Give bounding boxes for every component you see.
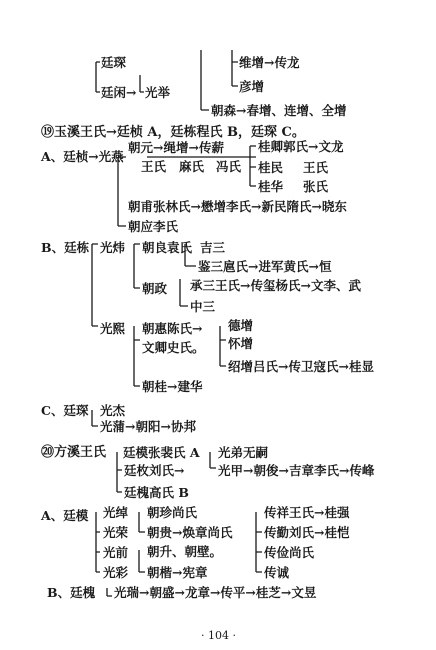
s19c-guangpu: 光蒲→朝阳→协邦 — [100, 419, 196, 434]
s20b-guangrui: 光瑞→朝盛→龙章→传平→桂芝→文昱 — [114, 585, 317, 600]
s20a-chuanjian: 传俭尚氏 — [264, 545, 315, 560]
top-tingchen: 廷琛 — [101, 55, 127, 70]
s19b-jisan: 吉三 — [200, 240, 226, 255]
s19b-chaoliang: 朝良袁氏 — [142, 240, 193, 255]
s20a-chaosheng: 朝升、朝壁。 — [147, 544, 223, 559]
s19a-chaofu: 朝甫张林氏→懋增李氏→新民隋氏→晓东 — [128, 199, 347, 214]
s20-guangjia: 光甲→朝俊→吉章李氏→传峰 — [218, 463, 375, 478]
s20a-guangrong: 光荣 — [103, 525, 129, 540]
s19b-wenqing: 文卿史氏。 — [142, 340, 205, 355]
s20a-chaokai: 朝楷→宪章 — [147, 565, 208, 580]
page-number: · 104 · — [201, 629, 236, 642]
top-guangju: 光举 — [145, 85, 171, 100]
section-19-heading: ⑲玉溪王氏→廷桢 A，廷栋程氏 B，廷琛 C。 — [41, 125, 305, 140]
bracket-top-right — [201, 50, 209, 110]
s20a-chuanxiang: 传祥王氏→桂强 — [264, 505, 350, 520]
s20b-tinghuai: B、廷槐 — [47, 585, 96, 600]
bracket-20-main — [117, 452, 122, 492]
s19b-chengsan: 承三王氏→传玺杨氏→文李、武 — [190, 278, 361, 293]
s19a-guimin: 桂民 — [258, 160, 284, 175]
s19b-huaizeng: 怀增 — [228, 336, 254, 351]
top-chaosen: 朝森→春增、连增、全增 — [211, 103, 347, 118]
bracket-19c — [92, 410, 98, 426]
s19b-chaozheng: 朝政 — [142, 281, 168, 296]
s20-tingmo: 廷模张裴氏 A — [123, 445, 200, 460]
s19b-guangwei: 光炜 — [100, 240, 126, 255]
s20a-guangcai: 光彩 — [103, 565, 129, 580]
s19a-guihua: 桂华 — [258, 179, 284, 194]
bracket-top-guangju — [140, 75, 144, 92]
s20a-tingmo: A、廷模 — [41, 508, 89, 523]
s20a-guangqian: 光前 — [103, 545, 129, 560]
s20a-chuancheng: 传诚 — [264, 565, 290, 580]
s19b-zhongsan: 中三 — [190, 299, 216, 314]
s19a-chaoying: 朝应李氏 — [128, 219, 179, 234]
bracket-20a-chaozhen — [139, 512, 145, 532]
s19b-guangxi: 光熙 — [100, 321, 126, 336]
bracket-19b-chaozheng — [180, 279, 188, 306]
s19a-guiqing: 桂卿郭氏→文龙 — [258, 139, 344, 154]
s19a-feng: 冯氏 — [216, 159, 242, 174]
bracket-19a-main — [118, 157, 126, 226]
s20a-chuanqin: 传勤刘氏→桂恺 — [264, 525, 350, 540]
bracket-20a-main — [96, 512, 100, 572]
s19a-tingzhen: A、廷桢→光燕 — [41, 149, 124, 164]
top-yanzeng: 彦增 — [239, 79, 265, 94]
bracket-19b-guangxi — [134, 326, 140, 386]
s19c-tingchen: C、廷琛 — [41, 403, 89, 418]
section-20-heading: ⑳方溪王氏 — [41, 445, 107, 460]
s19b-chaogui: 朝桂→建华 — [142, 379, 203, 394]
s19c-guangjie: 光杰 — [100, 403, 126, 418]
s19b-jiansan: 鉴三扈氏→进军黄氏→恒 — [198, 259, 332, 274]
bracket-20-guangdi — [210, 452, 216, 468]
s19a-wang: 王氏 — [141, 159, 167, 174]
s20a-chaogui: 朝贵→焕章尚氏 — [147, 525, 233, 540]
s19a-chaoyuan: 朝元→绳增→传薪 — [128, 140, 224, 155]
top-tingxian: 廷闲→ — [101, 85, 137, 100]
top-weizeng: 维增→传龙 — [239, 55, 300, 70]
s19a-ma: 麻氏 — [179, 159, 205, 174]
bracket-top-left — [96, 62, 100, 92]
s19b-tingdong: B、廷栋 — [41, 240, 90, 255]
s19a-guihua-wife: 张氏 — [303, 179, 329, 194]
bracket-19b-chaohui — [220, 326, 226, 366]
s19b-chaohui: 朝惠陈氏→ — [142, 321, 203, 336]
s19b-shaozeng: 绍增吕氏→传卫寇氏→桂显 — [228, 359, 374, 374]
bracket-19b-guangwei — [134, 244, 140, 288]
bracket-20b — [107, 588, 112, 596]
s20-tinghuai: 廷槐高氏 B — [124, 485, 189, 500]
s20a-guangchuo: 光绰 — [103, 505, 129, 520]
bracket-20a-chuan — [256, 512, 262, 572]
s20a-chaozhen: 朝珍尚氏 — [147, 505, 198, 520]
s20-tingmei: 廷枚刘氏→ — [124, 463, 185, 478]
bracket-top-weizeng — [232, 50, 238, 86]
s20-guangdi: 光弟无嗣 — [218, 445, 269, 460]
bracket-19b-main — [92, 244, 98, 326]
bracket-19a-gui — [250, 146, 256, 186]
bracket-20a-chaosheng — [139, 550, 145, 572]
s19a-guimin-wife: 王氏 — [303, 160, 329, 175]
s19b-dezeng: 德增 — [228, 318, 254, 333]
